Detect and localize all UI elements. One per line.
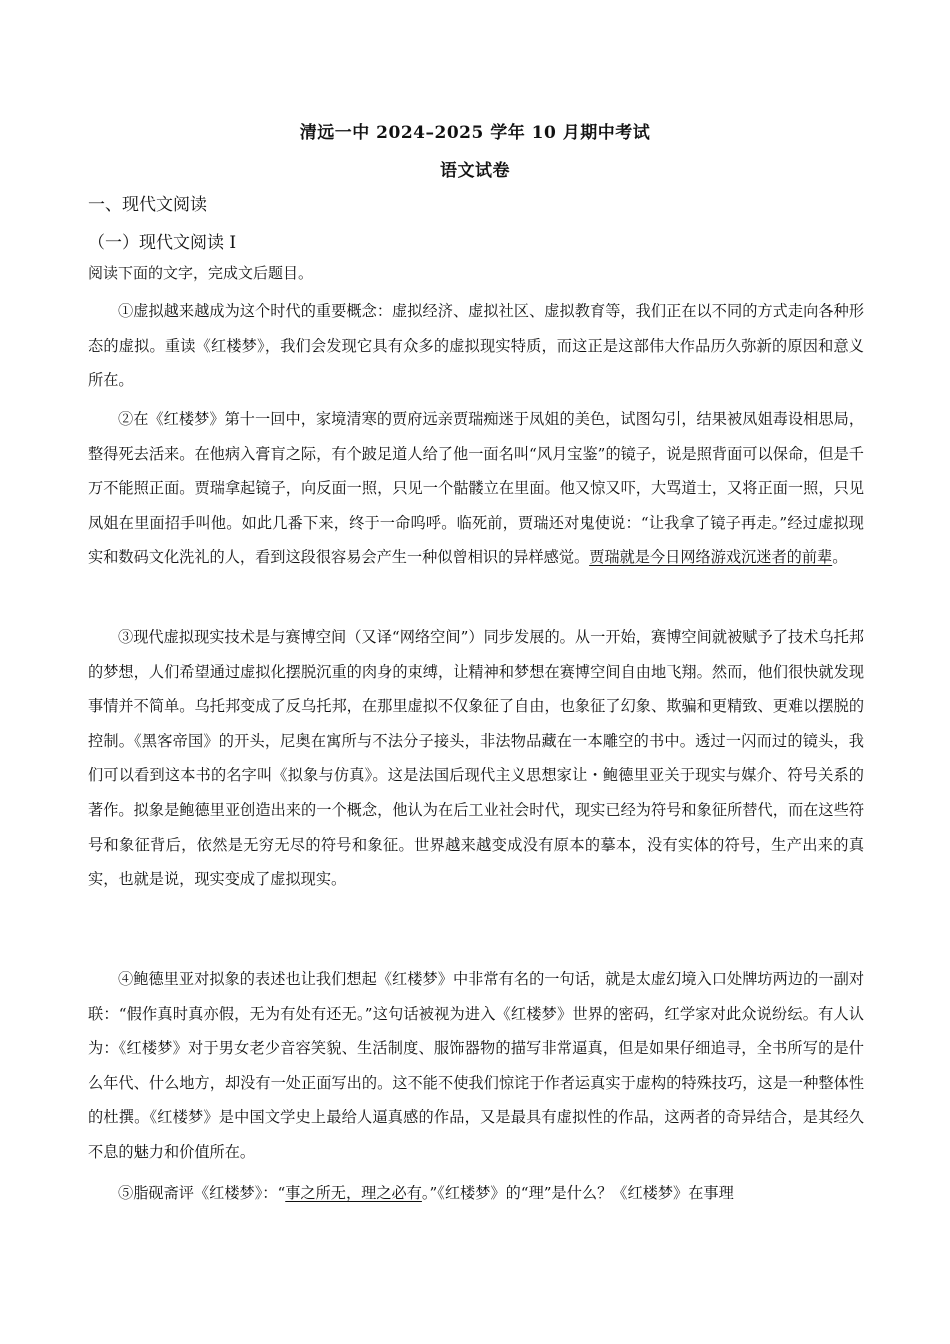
paragraph-3: ③现代虚拟现实技术是与赛博空间（又译“网络空间”）同步发展的。从一开始，赛博空间就被赋予了技术乌托邦的梦想，人们希望通过虚拟化摆脱沉重的肉身的束缚，让精神和梦想在赛博空间自由地飞翔。然而，他们很快就发现事情并不简单。乌托邦变成了反乌托邦，在那里虚拟不仅象征了自由，也象征了幻象、欺骗和更精致、更难以摆脱的控制。《黑客帝国》的开头，尼奥在寓所与不法分子接头，非法物品藏在一本雕空的书中。透过一闪而过的镜头，我们可以看到这本书的名字叫《拟象与仿真》。这是法国后现代主义思想家让・鲍德里亚关于现实与媒介、符号关系的著作。拟象是鲍德里亚创造出来的一个概念，他认为在后工业社会时代，现实已经为符号和象征所替代，而在这些符号和象征背后，依然是无穷无尽的符号和象征。世界越来越变成没有原本的摹本，没有实体的符号，生产出来的真实，也就是说，现实变成了虚拟现实。 <box>88 628 864 889</box>
section-heading: 一、现代文阅读 <box>88 195 207 215</box>
paragraph-1: ①虚拟越来越成为这个时代的重要概念：虚拟经济、虚拟社区、虚拟教育等，我们正在以不同的方式走向各种形态的虚拟。重读《红楼梦》，我们会发现它具有众多的虚拟现实特质，而这正是这部伟大作品历久弥新的原因和意义所在。 <box>88 302 864 390</box>
paragraph-2 <box>88 402 864 575</box>
paragraph-2-text: ②在《红楼梦》第十一回中，家境清寒的贾府远亲贾瑞痴迷于凤姐的美色，试图勾引，结果被凤姐毒设相思局，整得死去活来。在他病入膏肓之际，有个跛足道人给了他一面名叫“风月宝鉴”的镜子，说是照背面可以保命，但是千万不能照正面。贾瑞拿起镜子，向反面一照，只见一个骷髅立在里面。他又惊又吓，大骂道士，又将正面一照，只见凤姐在里面招手叫他。如此几番下来，终于一命呜呼。临死前，贾瑞还对鬼使说：“让我拿了镜子再走。”经过虚拟现实和数码文化洗礼的人，看到这段很容易会产生一种似曾相识的异样感觉。 <box>88 410 864 567</box>
underlined-sentence: 贾瑞就是今日网络游戏沉迷者的前辈 <box>589 548 833 567</box>
paragraph-5-end: 。”《红楼梦》的“理”是什么？《红楼梦》在事理 <box>421 1184 734 1202</box>
paragraph-2-end: 。 <box>832 548 848 567</box>
reading-instructions: 阅读下面的文字，完成文后题目。 <box>88 264 314 282</box>
paragraph-5 <box>88 1176 864 1211</box>
exam-subtitle: 语文试卷 <box>440 161 510 181</box>
paragraph-4: ④鲍德里亚对拟象的表述也让我们想起《红楼梦》中非常有名的一句话，就是太虚幻境入口处牌坊两边的一副对联：“假作真时真亦假，无为有处有还无。”这句话被视为进入《红楼梦》世界的密码，红学家对此众说纷纭。有人认为：《红楼梦》对于男女老少音容笑貌、生活制度、服饰器物的描写非常逼真，但是如果仔细追寻，全书所写的是什么年代、什么地方，却没有一处正面写出的。这不能不使我们惊诧于作者运真实于虚构的特殊技巧，这是一种整体性的杜撰。《红楼梦》是中国文学史上最给人逼真感的作品，又是最具有虚拟性的作品，这两者的奇异结合，是其经久不息的魅力和价值所在。 <box>88 970 864 1161</box>
exam-title: 清远一中 2024–2025 学年 10 月期中考试 <box>299 123 651 143</box>
subsection-heading: （一）现代文阅读 I <box>88 233 237 253</box>
underlined-quote: 事之所无，理之必有 <box>285 1184 422 1202</box>
paragraph-5-start: ⑤脂砚斋评《红楼梦》：“ <box>118 1184 286 1202</box>
